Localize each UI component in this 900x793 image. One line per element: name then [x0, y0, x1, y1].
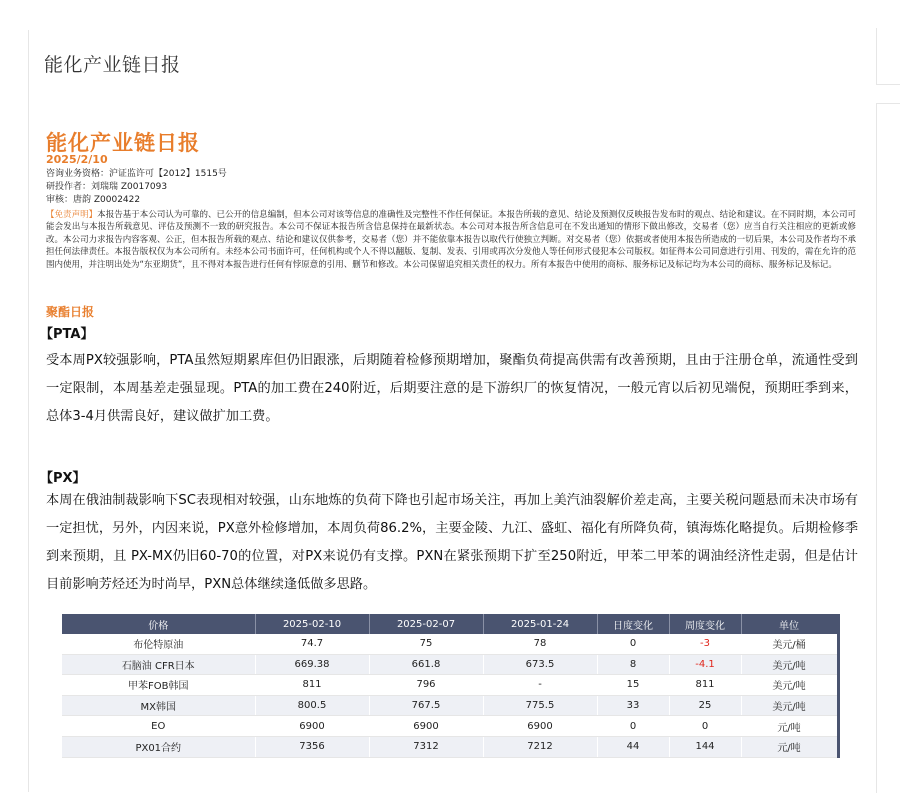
table-cell: 美元/吨	[741, 695, 838, 716]
table-row	[62, 736, 838, 757]
table-header-row	[62, 614, 838, 634]
table-cell: 673.5	[483, 654, 597, 675]
page-title: 能化产业链日报	[44, 54, 181, 76]
table-cell: 美元/桶	[741, 634, 838, 654]
table-row	[62, 695, 838, 716]
table-cell: 796	[369, 675, 483, 696]
right-panel-top	[876, 28, 900, 85]
table-row	[62, 654, 838, 675]
license-info: 咨询业务资格：沪证监许可【2012】1515号	[46, 169, 227, 179]
pta-heading: 【PTA】	[40, 327, 94, 342]
table-header-cell: 单位	[741, 614, 838, 634]
table-cell: 661.8	[369, 654, 483, 675]
table-cell: -4.1	[669, 654, 741, 675]
table-cell: PX01合约	[62, 736, 255, 757]
px-paragraph: 本周在俄油制裁影响下SC表现相对较强，山东地炼的负荷下降也引起市场关注，再加上美汽油裂解价差走高，主要关税问题悬而未决市场有一定担忧，另外，内因来说，PX意外检修增加，本周负荷86.2%，主要金陵、九江、盛虹、福化有所降负荷，镇海炼化略提负。后期检修季到来预期，且 PX-MX仍旧60-70的位置，对PX来说仍有支撑。PXN在紧张预期下扩至250附近，甲苯二甲苯的调油经济性走弱，但是估计目前影响芳烃还为时尚早，PXN总体继续逢低做多思路。	[46, 493, 858, 592]
author-info: 研投作者：刘瑞瑞 Z0017093	[46, 182, 168, 192]
table-row	[62, 716, 838, 737]
report-date: 2025/2/10	[46, 153, 108, 166]
table-cell: -	[483, 675, 597, 696]
table-header-cell: 2025-02-10	[255, 614, 369, 634]
table-cell: 美元/吨	[741, 675, 838, 696]
table-header-cell: 价格	[62, 614, 255, 634]
disclaimer	[46, 209, 856, 271]
table-header-cell: 2025-01-24	[483, 614, 597, 634]
disclaimer-tag: 【免责声明】	[46, 210, 98, 220]
table-cell: 7356	[255, 736, 369, 757]
table-cell: 石脑油 CFR日本	[62, 654, 255, 675]
table-cell: 6900	[369, 716, 483, 737]
table-cell: 75	[369, 634, 483, 654]
table-cell: 767.5	[369, 695, 483, 716]
px-heading: 【PX】	[40, 471, 86, 486]
table-cell: 811	[255, 675, 369, 696]
table-header-cell: 2025-02-07	[369, 614, 483, 634]
table-cell: 775.5	[483, 695, 597, 716]
section-title: 聚酯日报	[46, 305, 95, 319]
table-row	[62, 634, 838, 654]
table-cell: 美元/吨	[741, 654, 838, 675]
table-cell: 6900	[255, 716, 369, 737]
pta-paragraph: 受本周PX较强影响，PTA虽然短期累库但仍旧跟涨，后期随着检修预期增加，聚酯负荷提高供需有改善预期，且由于注册仓单，流通性受到一定限制，本周基差走强显现。PTA的加工费在240附近，后期要注意的是下游织厂的恢复情况，一般元宵以后初见端倪，预期旺季到来，总体3-4月供需良好，建议做扩加工费。	[46, 353, 858, 424]
table-cell: 74.7	[255, 634, 369, 654]
price-table	[62, 614, 840, 758]
report-title: 能化产业链日报	[46, 131, 200, 155]
reviewer-info: 审核：唐韵 Z0002422	[46, 195, 141, 205]
left-rule	[28, 30, 29, 792]
right-panel-bottom	[876, 103, 900, 793]
table-cell: 25	[669, 695, 741, 716]
table-cell: 0	[597, 716, 669, 737]
table-cell: 元/吨	[741, 716, 838, 737]
table-cell: 7312	[369, 736, 483, 757]
table-cell: 144	[669, 736, 741, 757]
table-header-cell: 日度变化	[597, 614, 669, 634]
table-cell: 44	[597, 736, 669, 757]
table-cell: 800.5	[255, 695, 369, 716]
table-cell: 0	[597, 634, 669, 654]
table-cell: 7212	[483, 736, 597, 757]
table-cell: EO	[62, 716, 255, 737]
table-cell: 33	[597, 695, 669, 716]
table-header-cell: 周度变化	[669, 614, 741, 634]
table-cell: 78	[483, 634, 597, 654]
table-cell: -3	[669, 634, 741, 654]
disclaimer-text: 本报告基于本公司认为可靠的、已公开的信息编制，但本公司对该等信息的准确性及完整性不作任何保证。本报告所载的意见、结论及预测仅反映报告发布时的观点、结论和建议。在不同时期，本公司可能会发出与本报告所载意见、评估及预测不一致的研究报告。本公司不保证本报告所含信息保持在最新状态。本公司对本报告所含信息可在不发出通知的情形下做出修改，交易者（您）应当自行关注相应的更新或修改。本公司力求报告内容客观、公正，但本报告所载的观点、结论和建议仅供参考，交易者（您）并不能依靠本报告以取代行使独立判断。对交易者（您）依据或者使用本报告所造成的一切后果，本公司及作者均不承担任何法律责任。本报告版权仅为本公司所有。未经本公司书面许可，任何机构或个人不得以翻版、复制、发表、引用或再次分发他人等任何形式侵犯本公司版权。如征得本公司同意进行引用、刊发的，需在允许的范围内使用，并注明出处为“东亚期货”，且不得对本报告进行任何有悖原意的引用、删节和修改。本公司保留追究相关责任的权力。所有本报告中使用的商标、服务标记及标记均为本公司的商标、服务标记及标记。	[46, 210, 856, 270]
table-cell: 甲苯FOB韩国	[62, 675, 255, 696]
table-cell: 811	[669, 675, 741, 696]
table-cell: 8	[597, 654, 669, 675]
table-cell: 6900	[483, 716, 597, 737]
table-cell: 0	[669, 716, 741, 737]
table-cell: 15	[597, 675, 669, 696]
table-cell: MX韩国	[62, 695, 255, 716]
table-row	[62, 675, 838, 696]
table-cell: 669.38	[255, 654, 369, 675]
table-cell: 元/吨	[741, 736, 838, 757]
table-cell: 布伦特原油	[62, 634, 255, 654]
